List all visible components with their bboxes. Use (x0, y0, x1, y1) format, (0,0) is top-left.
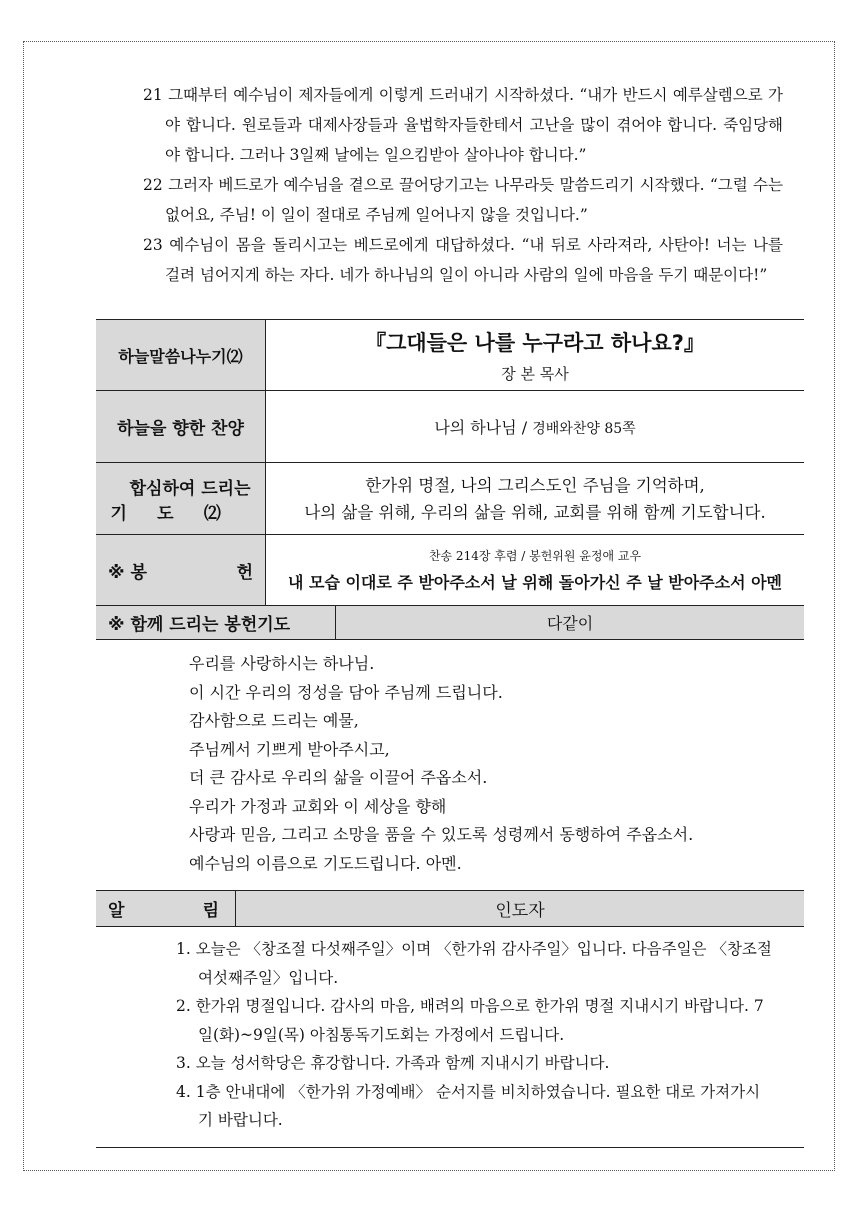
announcement-item: 4. 1층 안내대에 〈한가위 가정예배〉 순서지를 비치하였습니다. 필요한 대로 가져가시기 바랍니다. (176, 1082, 761, 1129)
offering-prayer-line: 예수님의 이름으로 기도드립니다. 아멘. (189, 853, 462, 873)
hymn-note: 경배와찬양 85쪽 (532, 421, 636, 437)
hymn-row (96, 391, 804, 463)
hymn-label: 하늘을 향한 찬양 (96, 391, 266, 462)
prayer-label-line2: 기 도 ⑵ (110, 503, 221, 524)
prayer-content (266, 463, 804, 534)
sermon-preacher: 장 본 목사 (501, 364, 569, 383)
offering-prayer-who: 다같이 (546, 614, 594, 633)
offering-prayer-line: 감사함으로 드리는 예물, (189, 711, 359, 730)
offering-row (96, 535, 804, 606)
announcement-item: 3. 오늘 성서학당은 휴강합니다. 가족과 함께 지내시기 바랍니다. (176, 1054, 610, 1072)
prayer-line-2: 나의 삶을 위해, 우리의 삶을 위해, 교회를 위해 함께 기도합니다. (304, 502, 766, 522)
sermon-title: 『그대들은 나를 누구라고 하나요?』 (365, 330, 705, 355)
offering-prayer-line: 우리가 가정과 교회와 이 세상을 향해 (189, 796, 447, 816)
announcements-who: 인도자 (495, 901, 545, 921)
offering-label: ※ 봉 헌 (96, 535, 266, 605)
offering-content (266, 535, 804, 605)
announcement-item: 1. 오늘은 〈창조절 다섯째주일〉이며 〈한가위 감사주일〉입니다. 다음주일은 〈창조절 여섯째주일〉입니다. (176, 940, 772, 987)
offering-prayer-header (96, 606, 804, 640)
hymn-title: 나의 하나님 / (434, 418, 528, 437)
prayer-line-1: 한가위 명절, 나의 그리스도인 주님을 기억하며, (365, 475, 705, 495)
offering-prayer-line: 주님께서 기쁘게 받아주시고, (189, 739, 390, 759)
offering-prayer-line: 우리를 사랑하시는 하나님. (189, 654, 375, 673)
scripture-passage (143, 80, 783, 290)
offering-lyrics: 내 모습 이대로 주 받아주소서 날 위해 돌아가신 주 날 받아주소서 아멘 (287, 573, 783, 592)
prayer-label-line1: 합심하여 드리는 (129, 478, 251, 499)
verse-22: 22 그러자 베드로가 예수님을 곁으로 끌어당기고는 나무라듯 말씀드리기 시작했다. “그럴 수는 없어요, 주님! 이 일이 절대로 주님께 일어나지 않을 것입니다.” (143, 176, 783, 224)
verse-23: 23 예수님이 몸을 돌리시고는 베드로에게 대답하셨다. “내 뒤로 사라져라, 사탄아! 너는 나를 걸려 넘어지게 하는 자다. 네가 하나님의 일이 아니라 사람의 일에 마음을 두기 때문이다!” (143, 236, 783, 284)
offering-prayer-line: 더 큰 감사로 우리의 삶을 이끌어 주옵소서. (189, 768, 488, 787)
hymn-content (266, 391, 804, 462)
offering-prayer-label: ※ 함께 드리는 봉헌기도 (96, 606, 336, 639)
sermon-row (96, 319, 804, 391)
offering-prayer-text (189, 650, 693, 878)
offering-prayer-line: 이 시간 우리의 정성을 담아 주님께 드립니다. (189, 682, 503, 702)
announcements-list (176, 935, 774, 1135)
bottom-divider (96, 1147, 804, 1148)
sermon-label: 하늘말씀나누기⑵ (96, 320, 266, 390)
announcements-label: 알 림 (96, 891, 236, 926)
announcement-item: 2. 한가위 명절입니다. 감사의 마음, 배려의 마음으로 한가위 명절 지내시기 바랍니다. 7일(화)~9일(목) 아침통독기도회는 가정에서 드립니다. (176, 997, 764, 1044)
prayer-row (96, 463, 804, 535)
offering-hymn-info: 찬송 214장 후렴 / 봉헌위원 윤정애 교우 (428, 549, 642, 563)
offering-prayer-line: 사랑과 믿음, 그리고 소망을 품을 수 있도록 성령께서 동행하여 주옵소서. (189, 825, 694, 844)
announcements-header (96, 890, 804, 927)
sermon-content (266, 320, 804, 390)
verse-21: 21 그때부터 예수님이 제자들에게 이렇게 드러내기 시작하셨다. “내가 반드시 예루살렘으로 가야 합니다. 원로들과 대제사장들과 율법학자들한테서 고난을 많이 겪어야 합니다. 죽임당해야 합니다. 그러나 3일째 날에는 일으킴받아 살아나야 합니다.” (143, 86, 783, 164)
prayer-label (96, 463, 266, 534)
